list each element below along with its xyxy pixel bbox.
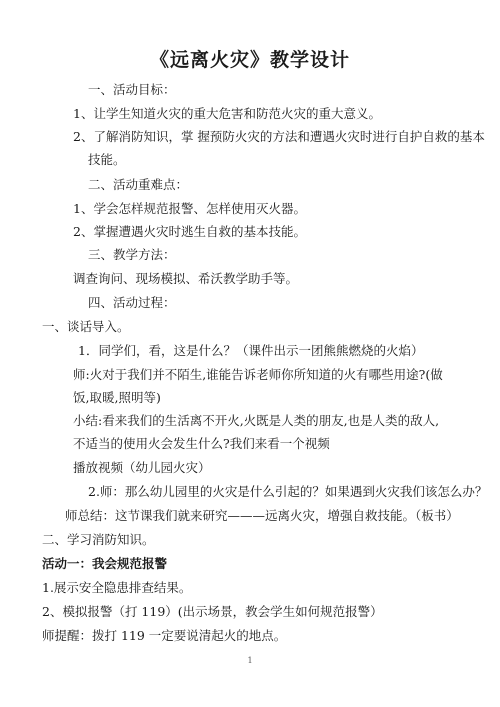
heading-process: 四、活动过程：: [88, 295, 176, 310]
teacher-question: 师:火对于我们并不陌生,谁能告诉老师你所知道的火有哪些用途?(做: [73, 367, 443, 382]
section-fire-knowledge: 二、学习消防知识。: [42, 532, 155, 547]
objective-1: 1、让学生知道火灾的重大危害和防范火灾的重大意义。: [73, 106, 381, 121]
play-video-text: 播放视频（幼儿园火灾）: [73, 460, 211, 475]
intro-question-2: 2.师：那么幼儿园里的火灾是什么引起的？如果遇到火灾我们该怎么办？: [88, 484, 488, 499]
objective-2-cont: 技能。: [88, 152, 126, 167]
teacher-reminder: 师提醒：拨打 119 一定要说清起火的地点。: [42, 628, 287, 643]
activity-1-step-2: 2、模拟报警（打 119）(出示场景，教会学生如何规范报警）: [42, 604, 383, 619]
activity-1-heading: 活动一：我会规范报警: [42, 556, 168, 571]
methods-text: 调查询问、现场模拟、希沃教学助手等。: [73, 271, 299, 286]
objective-2: 2、了解消防知识，掌 握预防火灾的方法和遭遇火灾时进行自护自救的基本: [73, 129, 485, 144]
teacher-question-cont: 饭,取暖,照明等): [73, 390, 161, 405]
teacher-summary: 师总结：这节课我们就来研究———远离火灾，增强自救技能。（板书）: [65, 508, 459, 523]
intro-question-1: 1．同学们，看，这是什么？（课件出示一团熊熊燃烧的火焰）: [78, 343, 424, 358]
document-title: 《远离火灾》教学设计: [149, 49, 350, 71]
heading-objectives: 一、活动目标：: [88, 82, 176, 97]
page-number: 1: [247, 656, 253, 665]
summary-text-cont: 不适当的使用火会发生什么?我们来看一个视频: [73, 436, 330, 451]
heading-methods: 三、教学方法：: [88, 247, 176, 262]
key-point-2: 2、掌握遭遇火灾时逃生自救的基本技能。: [73, 224, 306, 239]
heading-key-points: 二、活动重难点：: [88, 177, 189, 192]
section-intro: 一、谈话导入。: [42, 319, 130, 334]
summary-text: 小结:看来我们的生活离不开火,火既是人类的朋友,也是人类的敌人,: [73, 413, 440, 428]
key-point-1: 1、学会怎样规范报警、怎样使用灭火器。: [73, 201, 306, 216]
activity-1-step-1: 1.展示安全隐患排查结果。: [42, 580, 192, 595]
